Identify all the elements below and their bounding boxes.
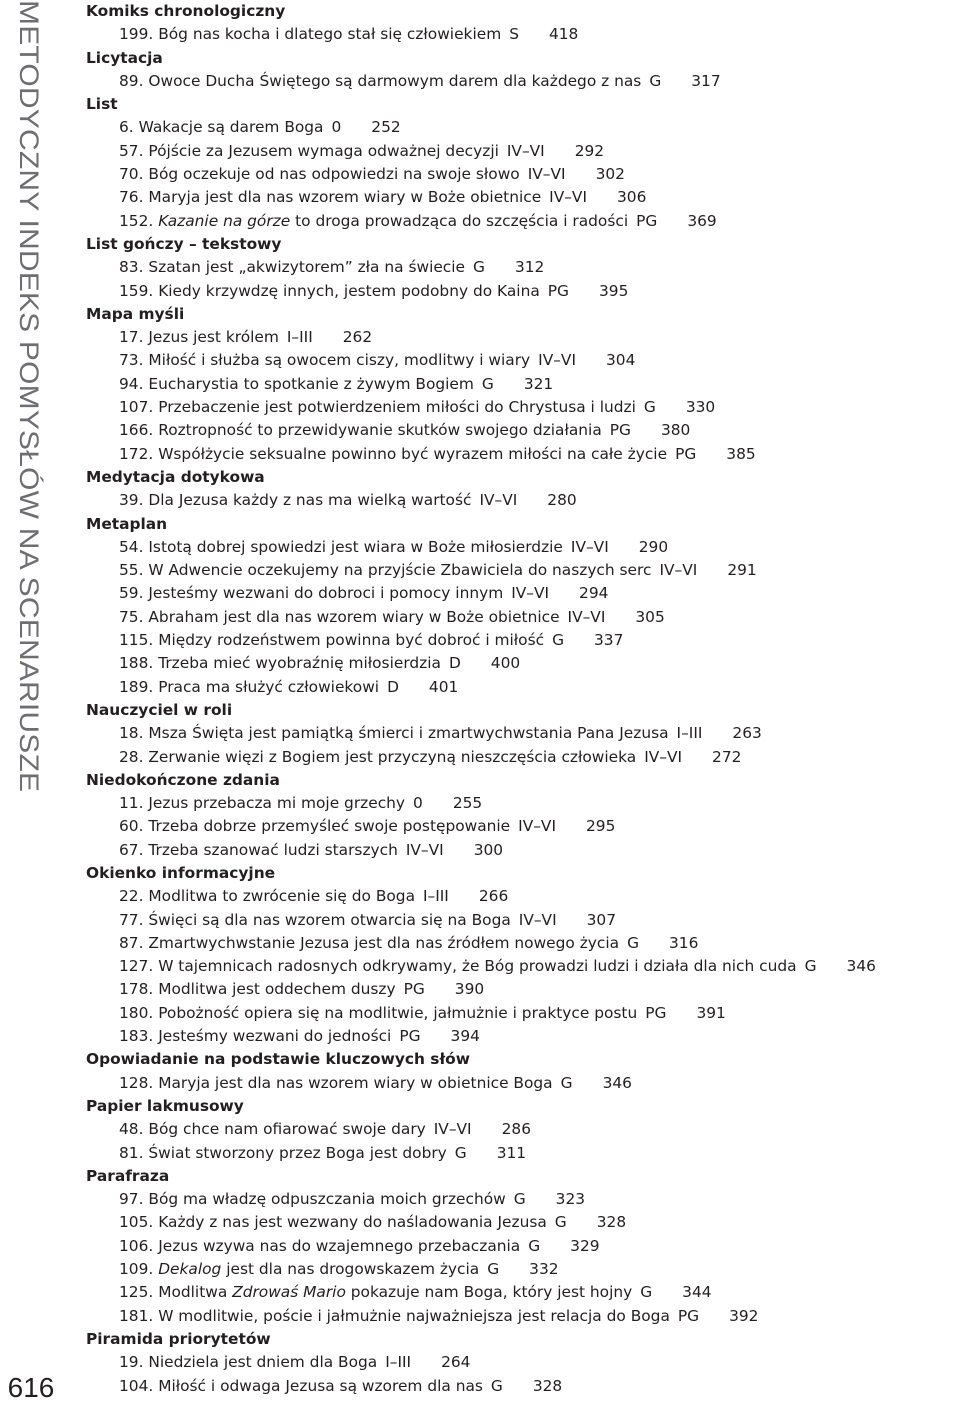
entry-title: Miłość i odwaga Jezusa są wzorem dla nas: [158, 1376, 483, 1395]
entry-level-code: IV–VI: [659, 561, 698, 580]
entry-number: 166.: [119, 421, 154, 440]
entry-number: 54.: [119, 537, 144, 556]
section-heading: Opowiadanie na podstawie kluczowych słów: [86, 1050, 470, 1069]
entry-level-code: IV–VI: [567, 607, 606, 626]
entry-number: 76.: [119, 188, 144, 207]
entry-level-code: PG: [399, 1027, 421, 1046]
entry-level-code: G: [560, 1073, 573, 1092]
entry-page-ref: 255: [452, 794, 483, 813]
entry-page-ref: 294: [579, 584, 609, 603]
index-entry: [86, 419, 960, 442]
entry-page-ref: 292: [574, 141, 605, 160]
entry-page-ref: 394: [450, 1027, 480, 1046]
entry-level-code: 0: [413, 794, 423, 813]
entry-title: Praca ma służyć człowiekowi: [158, 677, 380, 696]
entry-level-code: PG: [609, 421, 631, 440]
entry-page-ref: 332: [529, 1260, 559, 1279]
entry-title: Kiedy krzywdzę innych, jestem podobny do Kaina: [158, 281, 540, 300]
entry-level-code: IV–VI: [518, 910, 557, 929]
entry-title: Bóg nas kocha i dlatego stał się człowiekiem: [158, 25, 502, 44]
index-entry: [86, 1305, 960, 1328]
entry-number: 115.: [119, 631, 154, 650]
entry-title: Niedziela jest dniem dla Boga: [148, 1353, 378, 1372]
entry-page-ref: 272: [712, 747, 742, 766]
entry-page-ref: 295: [586, 817, 616, 836]
entry-title-italic: Zdrowaś Mario: [232, 1283, 346, 1302]
entry-page-ref: 262: [342, 328, 373, 347]
index-entry: [86, 722, 960, 745]
index-entry: [86, 1188, 960, 1211]
entry-level-code: G: [640, 1283, 653, 1302]
section-heading: Komiks chronologiczny: [86, 2, 286, 20]
index-entry: [86, 1281, 960, 1304]
entry-number: 188.: [119, 654, 154, 673]
entry-title: Istotą dobrej spowiedzi jest wiara w Boże miłosierdzie: [148, 537, 563, 556]
index-entry: [86, 885, 960, 908]
entry-number: 19.: [119, 1353, 144, 1372]
entry-level-code: I–III: [423, 887, 449, 906]
entry-page-ref: 280: [547, 491, 577, 510]
index-entry: [86, 1142, 960, 1165]
entry-title: Abraham jest dla nas wzorem wiary w Boże obietnice: [148, 607, 560, 626]
entry-page-ref: 311: [496, 1143, 527, 1162]
entry-number: 106.: [119, 1236, 154, 1255]
entry-number: 189.: [119, 677, 154, 696]
entry-title: Jezus przebacza mi moje grzechy: [148, 794, 406, 813]
entry-level-code: G: [643, 398, 656, 417]
entry-level-code: G: [649, 71, 662, 90]
entry-number: 104.: [119, 1376, 154, 1395]
entry-page-ref: 286: [501, 1120, 531, 1139]
entry-title: Każdy z nas jest wezwany do naśladowania Jezusa: [158, 1213, 547, 1232]
entry-page-ref: 317: [691, 71, 721, 90]
entry-page-ref: 264: [441, 1353, 471, 1372]
index-entry: [86, 559, 960, 582]
entry-number: 181.: [119, 1306, 154, 1325]
index-entry: [86, 1002, 960, 1025]
entry-number: 127.: [119, 957, 154, 976]
index-entry: [86, 1072, 960, 1095]
index-entry: [86, 955, 960, 978]
entry-title: Pobożność opiera się na modlitwie, jałmużnie i praktyce postu: [158, 1003, 638, 1022]
entry-title: Miłość i służba są owocem ciszy, modlitwy i wiary: [148, 351, 531, 370]
index-entry: [86, 373, 960, 396]
entry-number: 83.: [119, 258, 144, 277]
entry-number: 70.: [119, 165, 144, 184]
entry-level-code: PG: [636, 211, 658, 230]
section-heading: Licytacja: [86, 48, 163, 67]
entry-title: Między rodzeństwem powinna być dobroć i miłość: [158, 631, 545, 650]
entry-page-ref: 291: [727, 561, 757, 580]
index-entry: [86, 815, 960, 838]
entry-page-ref: 395: [598, 281, 629, 300]
entry-title: jest dla nas drogowskazem życia: [221, 1260, 480, 1279]
entry-title: Pójście za Jezusem wymaga odważnej decyzji: [148, 141, 499, 160]
entry-level-code: IV–VI: [549, 188, 588, 207]
entry-page-ref: 346: [602, 1073, 632, 1092]
entry-level-code: G: [554, 1213, 567, 1232]
entry-level-code: IV–VI: [506, 141, 545, 160]
entry-page-ref: 401: [428, 677, 459, 696]
entry-title: Przebaczenie jest potwierdzeniem miłości do Chrystusa i ludzi: [158, 398, 636, 417]
entry-title: Jezus jest królem: [148, 328, 279, 347]
entry-page-ref: 328: [532, 1376, 563, 1395]
entry-number: 17.: [119, 328, 144, 347]
index-entry: [86, 163, 960, 186]
index-entry: [86, 978, 960, 1001]
entry-title: W modlitwie, poście i jałmużnie najważniejsza jest relacja do Boga: [158, 1306, 670, 1325]
entry-level-code: IV–VI: [570, 537, 609, 556]
entry-page-ref: 266: [478, 887, 509, 906]
entry-level-code: IV–VI: [527, 165, 566, 184]
entry-number: 59.: [119, 584, 144, 603]
entry-title-italic: Kazanie na górze: [158, 211, 291, 230]
entry-page-ref: 305: [635, 607, 665, 626]
entry-level-code: G: [513, 1190, 526, 1209]
entry-title: Modlitwa jest oddechem duszy: [158, 980, 396, 999]
entry-level-code: G: [487, 1260, 500, 1279]
entry-page-ref: 385: [726, 444, 756, 463]
entry-page-ref: 330: [685, 398, 716, 417]
entry-level-code: I–III: [676, 724, 703, 743]
entry-title: Zmartwychwstanie Jezusa jest dla nas źródłem nowego życia: [148, 933, 620, 952]
entry-title: Trzeba mieć wyobraźnię miłosierdzia: [158, 654, 441, 673]
entry-page-ref: 307: [586, 910, 617, 929]
entry-level-code: IV–VI: [433, 1120, 472, 1139]
entry-level-code: PG: [675, 444, 697, 463]
entry-page-ref: 344: [682, 1283, 712, 1302]
entry-number: 180.: [119, 1003, 154, 1022]
entry-title: Modlitwa: [158, 1283, 233, 1302]
entry-level-code: I–III: [385, 1353, 412, 1372]
entry-title: Trzeba dobrze przemyśleć swoje postępowanie: [148, 817, 511, 836]
entry-page-ref: 329: [570, 1236, 600, 1255]
entry-page-ref: 390: [454, 980, 485, 999]
entry-level-code: G: [481, 374, 494, 393]
entry-title: Jesteśmy wezwani do dobroci i pomocy innym: [148, 584, 504, 603]
entry-level-code: IV–VI: [538, 351, 576, 370]
entry-title: Roztropność to przewidywanie skutków swojego działania: [158, 421, 602, 440]
entry-page-ref: 316: [669, 933, 699, 952]
index-entry: [86, 909, 960, 932]
section-heading: Metaplan: [86, 514, 168, 533]
entry-number: 159.: [119, 281, 154, 300]
entry-title: Trzeba szanować ludzi starszych: [148, 840, 398, 859]
index-entry: [86, 210, 960, 233]
entry-level-code: PG: [547, 281, 569, 300]
entry-title: Maryja jest dla nas wzorem wiary w obietnice Boga: [158, 1073, 553, 1092]
entry-level-code: G: [473, 258, 485, 277]
entry-title: Jezus wzywa nas do wzajemnego przebaczania: [158, 1236, 521, 1255]
entry-title: Świat stworzony przez Boga jest dobry: [148, 1143, 447, 1162]
index-entry: [86, 256, 960, 279]
entry-page-ref: 306: [617, 188, 647, 207]
entry-title: Zerwanie więzi z Bogiem jest przyczyną nieszczęścia człowieka: [148, 747, 637, 766]
entry-title: to droga prowadząca do szczęścia i radości: [290, 211, 629, 230]
entry-page-ref: 302: [595, 165, 625, 184]
entry-number: 57.: [119, 141, 144, 160]
entry-number: 39.: [119, 491, 144, 510]
entry-title: W tajemnicach radosnych odkrywamy, że Bóg prowadzi ludzi i działa dla nich cuda: [158, 957, 797, 976]
entry-page-ref: 290: [638, 537, 669, 556]
entry-level-code: 0: [331, 118, 342, 137]
index-entry: [86, 280, 960, 303]
entry-title: Wakacje są darem Boga: [138, 118, 324, 137]
entry-number: 178.: [119, 980, 154, 999]
index-entry: [86, 1211, 960, 1234]
entry-page-ref: 337: [594, 631, 624, 650]
entry-level-code: PG: [677, 1306, 700, 1325]
index-entry: [86, 629, 960, 652]
index-entry: [86, 536, 960, 559]
entry-page-ref: 312: [514, 258, 545, 277]
entry-number: 109.: [119, 1260, 154, 1279]
index-entry: [86, 1258, 960, 1281]
entry-page-ref: 300: [473, 840, 504, 859]
entry-level-code: IV–VI: [479, 491, 518, 510]
entry-number: 60.: [119, 817, 144, 836]
entry-page-ref: 380: [660, 421, 691, 440]
entry-number: 128.: [119, 1073, 154, 1092]
entry-title: Owoce Ducha Świętego są darmowym darem dla każdego z nas: [148, 71, 642, 90]
index-entry: [86, 792, 960, 815]
index-entry: [86, 606, 960, 629]
index-entry: [86, 349, 960, 372]
index-entry: [86, 932, 960, 955]
page-number: 616: [7, 1372, 55, 1403]
entry-number: 152.: [119, 211, 154, 230]
entry-level-code: PG: [403, 980, 425, 999]
side-running-title: METODYCZNY INDEKS POMYSŁÓW NA SCENARIUSZE: [13, 0, 44, 793]
index-entry: [86, 676, 960, 699]
entry-level-code: IV–VI: [518, 817, 556, 836]
entry-page-ref: 346: [846, 957, 876, 976]
entry-level-code: PG: [645, 1003, 667, 1022]
entry-number: 67.: [119, 840, 144, 859]
entry-number: 55.: [119, 561, 144, 580]
entry-title: Msza Święta jest pamiątką śmierci i zmartwychwstania Pana Jezusa: [148, 724, 669, 743]
entry-page-ref: 321: [523, 374, 554, 393]
index-content: [86, 0, 960, 1398]
entry-level-code: D: [387, 677, 399, 696]
index-entry: [86, 582, 960, 605]
entry-number: 125.: [119, 1283, 154, 1302]
section-heading: Medytacja dotykowa: [86, 467, 265, 486]
entry-title: Szatan jest „akwizytorem” zła na świecie: [148, 258, 466, 277]
entry-title: Święci są dla nas wzorem otwarcia się na Boga: [148, 910, 511, 929]
section-heading: Okienko informacyjne: [86, 863, 276, 882]
entry-number: 28.: [119, 747, 144, 766]
entry-number: 89.: [119, 71, 144, 90]
index-entry: [86, 1375, 960, 1398]
section-heading: Nauczyciel w roli: [86, 700, 233, 719]
index-entry: [86, 23, 960, 46]
entry-number: 172.: [119, 444, 154, 463]
index-entry: [86, 1118, 960, 1141]
entry-level-code: IV–VI: [644, 747, 683, 766]
section-heading: Parafraza: [86, 1166, 170, 1185]
entry-number: 18.: [119, 724, 144, 743]
entry-level-code: G: [627, 933, 640, 952]
index-entry: [86, 652, 960, 675]
index-entry: [86, 443, 960, 466]
index-entry: [86, 70, 960, 93]
entry-level-code: G: [552, 631, 565, 650]
entry-number: 73.: [119, 351, 144, 370]
entry-number: 94.: [119, 374, 144, 393]
section-heading: Piramida priorytetów: [86, 1329, 271, 1348]
entry-title: Eucharystia to spotkanie z żywym Bogiem: [148, 374, 474, 393]
entry-number: 183.: [119, 1027, 154, 1046]
index-entry: [86, 326, 960, 349]
entry-number: 11.: [119, 794, 144, 813]
index-entry: [86, 746, 960, 769]
index-entry: [86, 396, 960, 419]
entry-page-ref: 369: [687, 211, 717, 230]
entry-level-code: G: [454, 1143, 467, 1162]
index-entry: [86, 1351, 960, 1374]
entry-title: Jesteśmy wezwani do jedności: [158, 1027, 392, 1046]
entry-level-code: D: [448, 654, 461, 673]
entry-title: Bóg chce nam ofiarować swoje dary: [148, 1120, 426, 1139]
entry-page-ref: 418: [548, 25, 579, 44]
entry-level-code: G: [804, 957, 817, 976]
index-entry: [86, 186, 960, 209]
entry-title: Dla Jezusa każdy z nas ma wielką wartość: [148, 491, 472, 510]
entry-page-ref: 392: [729, 1306, 759, 1325]
entry-number: 105.: [119, 1213, 154, 1232]
index-entry: [86, 1235, 960, 1258]
entry-title: Współżycie seksualne powinno być wyrazem miłości na całe życie: [158, 444, 668, 463]
index-entry: [86, 839, 960, 862]
section-heading: List gończy – tekstowy: [86, 234, 282, 253]
entry-page-ref: 328: [596, 1213, 627, 1232]
section-heading: Papier lakmusowy: [86, 1096, 244, 1115]
entry-level-code: IV–VI: [405, 840, 444, 859]
entry-title: Bóg ma władzę odpuszczania moich grzechów: [148, 1190, 506, 1209]
section-heading: Mapa myśli: [86, 304, 185, 323]
entry-number: 199.: [119, 25, 154, 44]
entry-page-ref: 400: [490, 654, 521, 673]
section-heading: List: [86, 95, 118, 114]
entry-number: 48.: [119, 1120, 144, 1139]
entry-title: Bóg oczekuje od nas odpowiedzi na swoje słowo: [148, 165, 520, 184]
entry-number: 77.: [119, 910, 144, 929]
entry-number: 75.: [119, 607, 144, 626]
entry-page-ref: 391: [696, 1003, 726, 1022]
index-entry: [86, 116, 960, 139]
entry-title: W Adwencie oczekujemy na przyjście Zbawiciela do naszych serc: [148, 561, 652, 580]
entry-number: 6.: [119, 118, 134, 137]
entry-page-ref: 252: [371, 118, 401, 137]
entry-title: Maryja jest dla nas wzorem wiary w Boże obietnice: [148, 188, 542, 207]
entry-number: 22.: [119, 887, 144, 906]
entry-level-code: I–III: [286, 328, 313, 347]
entry-number: 107.: [119, 398, 154, 417]
entry-level-code: IV–VI: [511, 584, 550, 603]
entry-title-italic: Dekalog: [158, 1260, 222, 1279]
entry-title: pokazuje nam Boga, który jest hojny: [345, 1283, 633, 1302]
entry-level-code: S: [509, 25, 519, 44]
entry-title: Modlitwa to zwrócenie się do Boga: [148, 887, 415, 906]
index-entry: [86, 140, 960, 163]
entry-number: 81.: [119, 1143, 144, 1162]
entry-number: 97.: [119, 1190, 144, 1209]
index-entry: [86, 489, 960, 512]
index-entry: [86, 1025, 960, 1048]
entry-level-code: G: [490, 1376, 503, 1395]
entry-number: 87.: [119, 933, 144, 952]
entry-level-code: G: [528, 1236, 541, 1255]
entry-page-ref: 323: [555, 1190, 586, 1209]
section-heading: Niedokończone zdania: [86, 770, 280, 789]
entry-page-ref: 263: [732, 724, 762, 743]
entry-page-ref: 304: [606, 351, 636, 370]
